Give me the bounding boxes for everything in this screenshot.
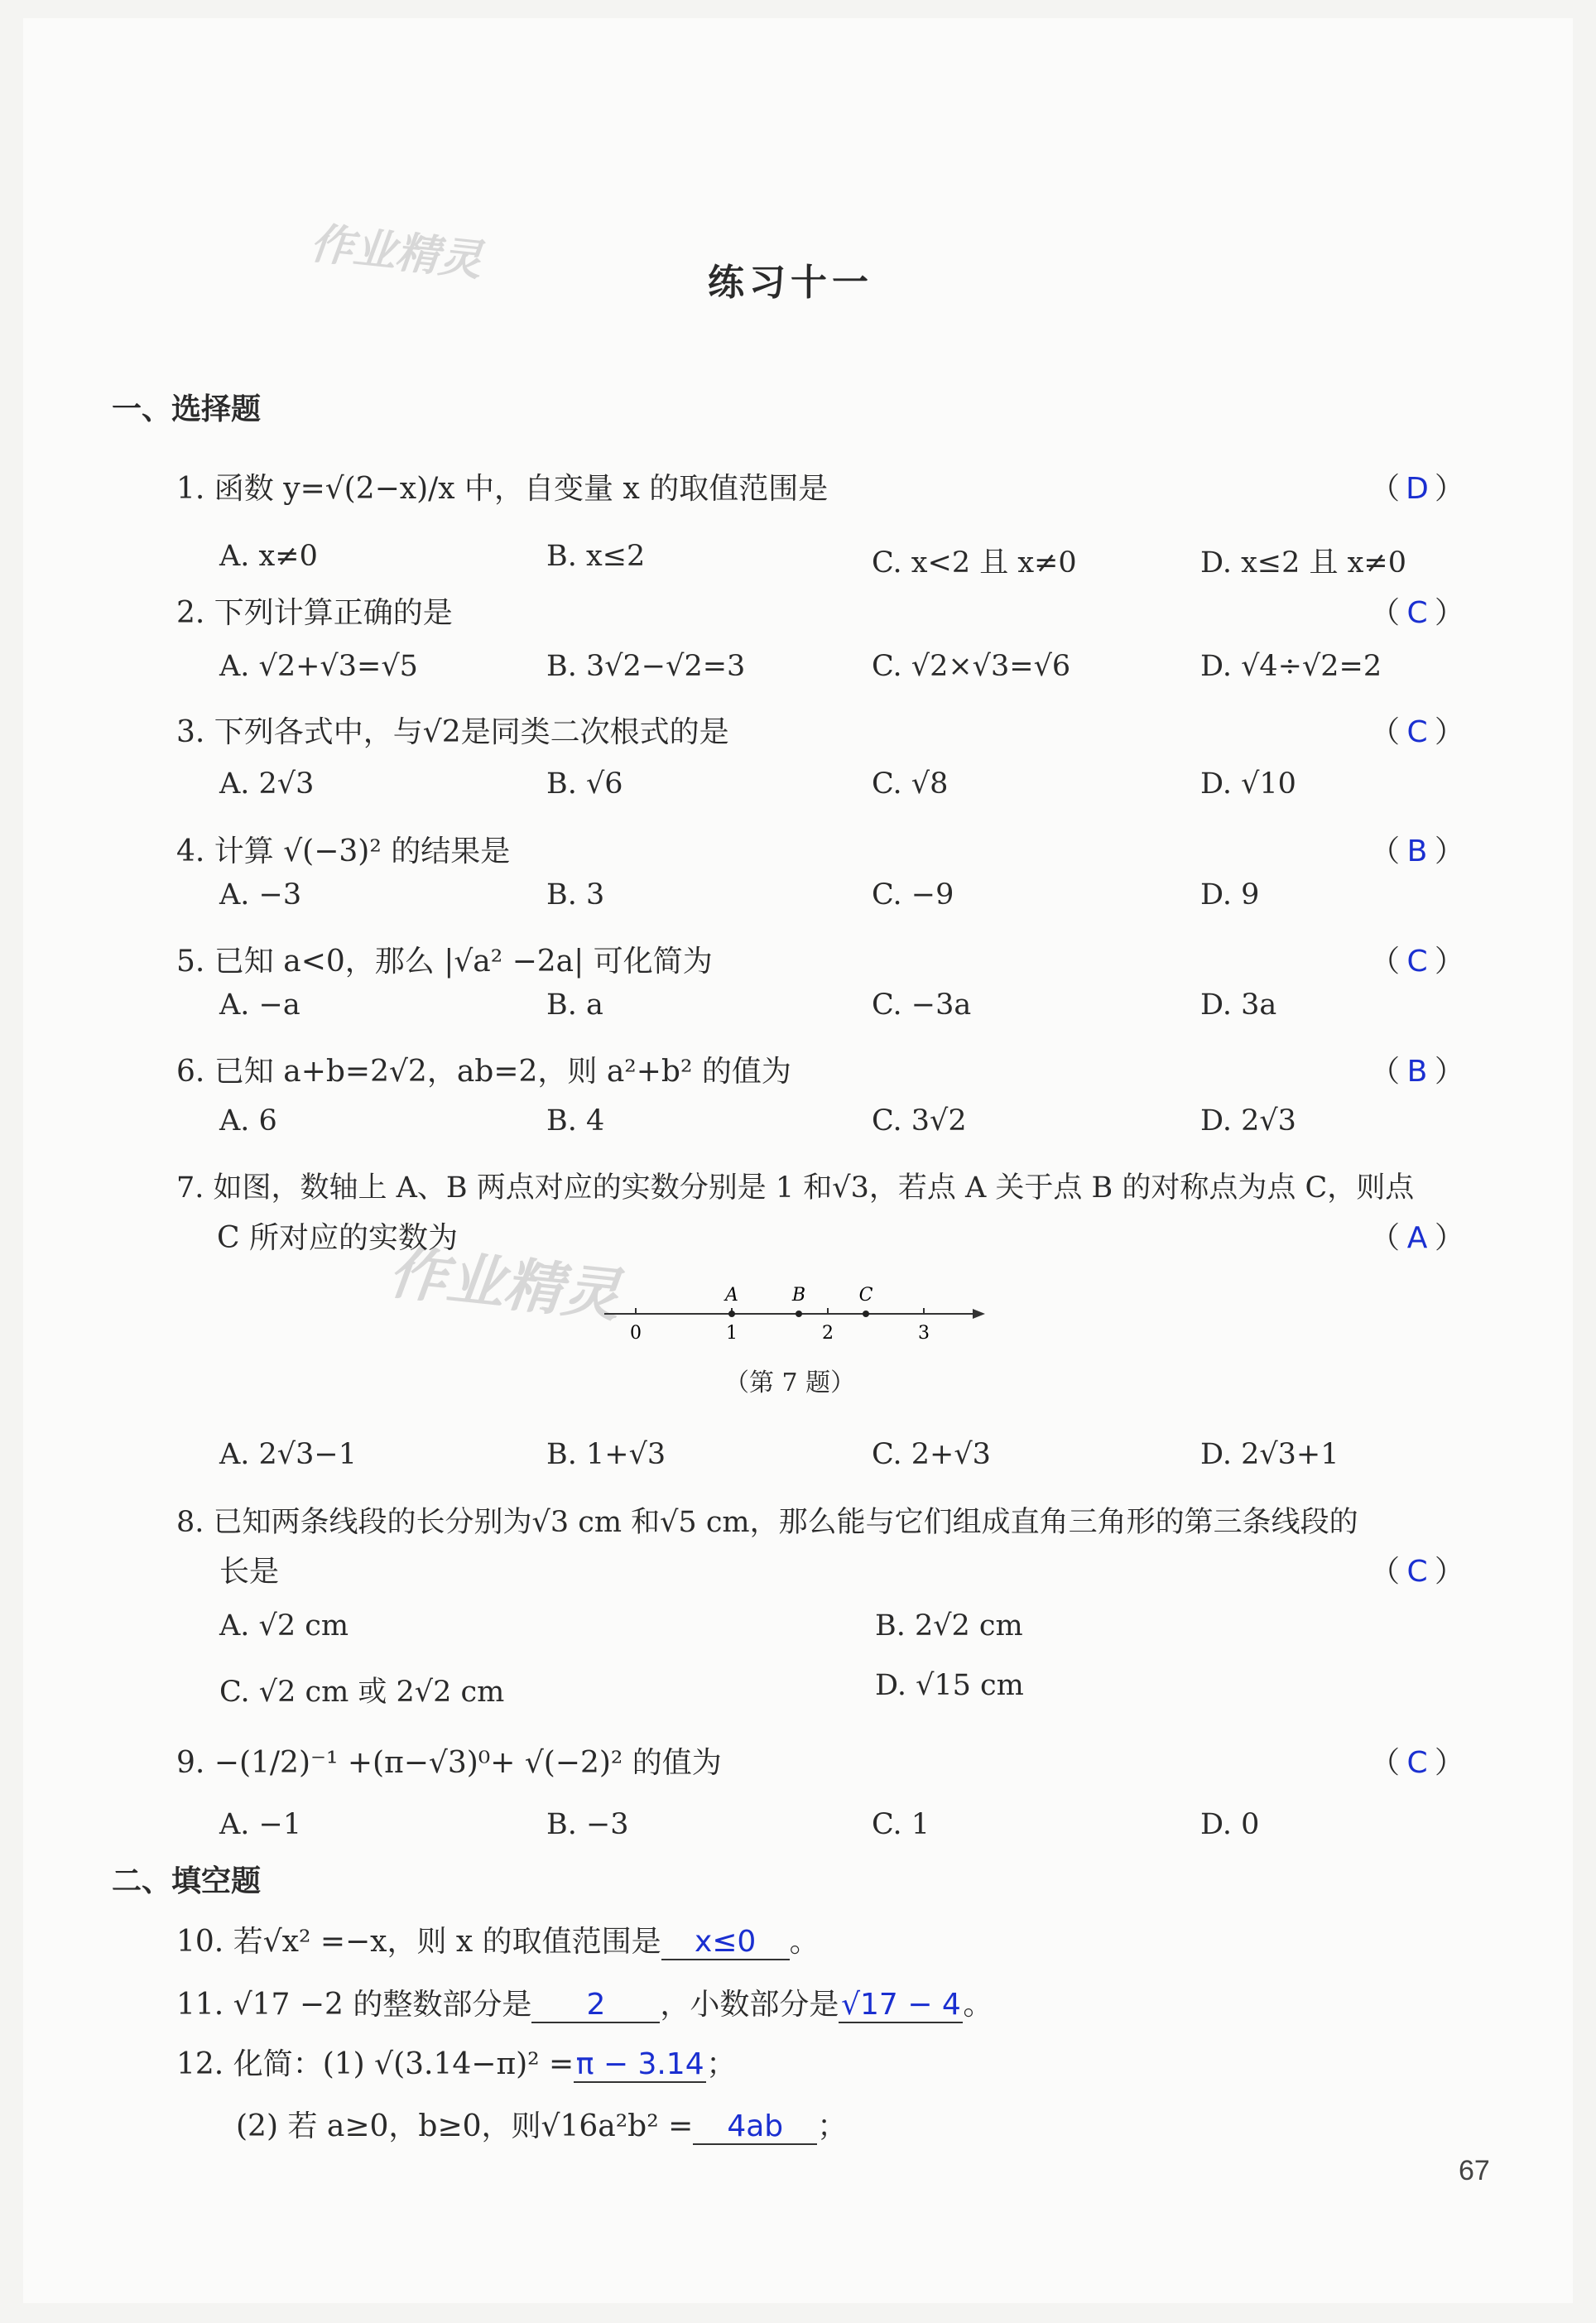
fill-question-12-1 [176, 2041, 736, 2083]
q3-option-d: D. √10 [1200, 767, 1296, 801]
bracket-left: （ [1370, 472, 1401, 506]
bracket-left: （ [1370, 1555, 1401, 1589]
question-9-stem: 9. −(1/2)⁻¹ +(π−√3)⁰+ √(−2)² 的值为 [176, 1746, 722, 1780]
svg-text:0: 0 [630, 1323, 642, 1344]
q8-option-d: D. √15 cm [875, 1669, 1024, 1702]
q4-option-c: C. −9 [872, 878, 954, 911]
bracket-right: ） [1435, 715, 1465, 749]
q2-option-c: C. √2×√3=√6 [872, 650, 1071, 683]
question-8-stem: 8. 已知两条线段的长分别为√3 cm 和√5 cm，那么能与它们组成直角三角形的第三条线段的 [176, 1506, 1358, 1539]
q5-option-b: B. a [546, 988, 603, 1022]
answer-value: C [1406, 945, 1428, 979]
page-number: 67 [1459, 2155, 1490, 2186]
answer-value: B [1406, 1055, 1428, 1089]
svg-text:2: 2 [822, 1323, 834, 1344]
question-1-answer [1370, 465, 1464, 507]
question-7-answer [1370, 1214, 1464, 1257]
bracket-right: ） [1435, 834, 1465, 868]
bracket-left: （ [1370, 945, 1401, 979]
figure-caption: （第 7 题） [724, 1368, 856, 1397]
q11-end: 。 [963, 1988, 993, 2022]
bracket-right: ） [1435, 1555, 1465, 1589]
svg-text:1: 1 [726, 1323, 738, 1344]
watermark-mid: 作业精灵 [385, 1238, 623, 1330]
q9-option-d: D. 0 [1200, 1808, 1260, 1841]
bracket-right: ） [1435, 1221, 1465, 1255]
q7-option-d: D. 2√3+1 [1200, 1438, 1339, 1471]
page [23, 18, 1573, 2303]
q3-option-b: B. √6 [546, 767, 623, 801]
section-fill-heading: 二、填空题 [112, 1864, 262, 1898]
svg-text:C: C [858, 1285, 873, 1306]
q9-option-a: A. −1 [219, 1808, 302, 1841]
q5-option-a: A. −a [219, 988, 300, 1022]
q1-option-d: D. x≤2 且 x≠0 [1200, 546, 1406, 580]
answer-value: B [1406, 834, 1428, 868]
q6-option-d: D. 2√3 [1200, 1104, 1296, 1137]
q6-option-a: A. 6 [219, 1104, 277, 1137]
question-7-stem-line2: C 所对应的实数为 [217, 1221, 458, 1255]
answer-value: C [1406, 596, 1428, 630]
q4-option-d: D. 9 [1200, 878, 1260, 911]
section-choice-heading: 一、选择题 [112, 392, 262, 426]
point-b [791, 1285, 805, 1317]
q2-option-a: A. √2+√3=√5 [219, 650, 418, 683]
question-7-stem: 7. 如图，数轴上 A、B 两点对应的实数分别是 1 和√3，若点 A 关于点 B 的对称点为点 C，则点 [176, 1171, 1415, 1205]
q11-decimal-blank[interactable]: √17 − 4 [839, 1989, 963, 2023]
q1-option-b: B. x≤2 [546, 540, 646, 573]
bracket-left: （ [1370, 1221, 1401, 1255]
q7-option-c: C. 2+√3 [872, 1438, 991, 1471]
q12-1-answer-blank[interactable]: π − 3.14 [574, 2048, 706, 2083]
number-line-figure [596, 1279, 985, 1354]
watermark-top: 作业精灵 [307, 219, 485, 286]
q4-option-a: A. −3 [219, 878, 302, 911]
q6-option-b: B. 4 [546, 1104, 605, 1137]
q8-option-b: B. 2√2 cm [875, 1609, 1023, 1642]
q2-option-b: B. 3√2−√2=3 [546, 650, 746, 683]
question-1-stem: 1. 函数 y=√(2−x)/x 中，自变量 x 的取值范围是 [176, 472, 829, 506]
q5-option-d: D. 3a [1200, 988, 1277, 1022]
bracket-left: （ [1370, 834, 1401, 868]
question-4-stem: 4. 计算 √(−3)² 的结果是 [176, 834, 511, 868]
bracket-right: ） [1435, 1055, 1465, 1089]
question-8-answer [1370, 1548, 1464, 1590]
q11-mid: ，小数部分是 [660, 1988, 839, 2022]
question-8-stem-line2: 长是 [219, 1555, 280, 1589]
q11-text: 11. √17 −2 的整数部分是 [176, 1988, 532, 2022]
answer-value: C [1406, 715, 1428, 749]
bracket-left: （ [1370, 1746, 1401, 1780]
q12-2-answer-blank[interactable]: 4ab [693, 2110, 817, 2145]
question-9-answer [1370, 1739, 1464, 1782]
q10-answer-blank[interactable]: x≤0 [661, 1926, 790, 1960]
q8-option-a: A. √2 cm [219, 1609, 349, 1642]
q12-1-end: ； [706, 2047, 737, 2081]
q7-option-b: B. 1+√3 [546, 1438, 666, 1471]
svg-text:3: 3 [918, 1323, 930, 1344]
page-title: 练习十一 [708, 262, 873, 304]
q2-option-d: D. √4÷√2=2 [1200, 650, 1382, 683]
question-4-answer [1370, 828, 1464, 870]
q10-text: 10. 若√x² =−x，则 x 的取值范围是 [176, 1925, 661, 1959]
answer-value: D [1406, 472, 1429, 506]
question-6-answer [1370, 1048, 1464, 1090]
bracket-left: （ [1370, 1055, 1401, 1089]
q6-option-c: C. 3√2 [872, 1104, 967, 1137]
q12-1-text: 12. 化简：(1) √(3.14−π)² = [176, 2047, 574, 2081]
q9-option-c: C. 1 [872, 1808, 930, 1841]
q10-end: 。 [789, 1925, 820, 1959]
answer-value: A [1406, 1221, 1428, 1255]
question-6-stem: 6. 已知 a+b=2√2，ab=2，则 a²+b² 的值为 [176, 1055, 791, 1089]
question-2-answer [1370, 589, 1464, 632]
q3-option-a: A. 2√3 [219, 767, 315, 801]
question-5-stem: 5. 已知 a<0，那么 |√a² −2a| 可化简为 [176, 945, 713, 979]
question-3-answer [1370, 709, 1464, 751]
q12-2-end: ； [817, 2109, 848, 2143]
svg-text:A: A [725, 1285, 738, 1306]
q4-option-b: B. 3 [546, 878, 605, 911]
question-3-stem: 3. 下列各式中，与√2是同类二次根式的是 [176, 715, 729, 749]
q9-option-b: B. −3 [546, 1808, 629, 1841]
q8-option-c: C. √2 cm 或 2√2 cm [219, 1676, 505, 1709]
bracket-left: （ [1370, 715, 1401, 749]
fill-question-12-2 [236, 2103, 847, 2145]
bracket-right: ） [1435, 945, 1465, 979]
bracket-right: ） [1435, 596, 1465, 630]
arrow-right-icon [973, 1309, 985, 1319]
q1-option-a: A. x≠0 [219, 540, 318, 573]
fill-question-10 [176, 1918, 820, 1960]
question-2-stem: 2. 下列计算正确的是 [176, 596, 453, 630]
svg-text:B: B [791, 1285, 806, 1306]
point-c [859, 1285, 873, 1317]
q7-option-a: A. 2√3−1 [219, 1438, 357, 1471]
answer-value: C [1406, 1555, 1428, 1589]
fill-question-11 [176, 1981, 993, 2023]
q3-option-c: C. √8 [872, 767, 949, 801]
q11-integer-blank[interactable]: 2 [531, 1989, 660, 2023]
q5-option-c: C. −3a [872, 988, 972, 1022]
q12-2-text: (2) 若 a≥0，b≥0，则√16a²b² = [236, 2109, 694, 2143]
bracket-left: （ [1370, 596, 1401, 630]
question-5-answer [1370, 938, 1464, 980]
bracket-right: ） [1435, 1746, 1465, 1780]
bracket-right: ） [1435, 472, 1465, 506]
answer-value: C [1406, 1746, 1428, 1780]
q1-option-c: C. x<2 且 x≠0 [872, 546, 1077, 580]
point-a [723, 1285, 738, 1317]
